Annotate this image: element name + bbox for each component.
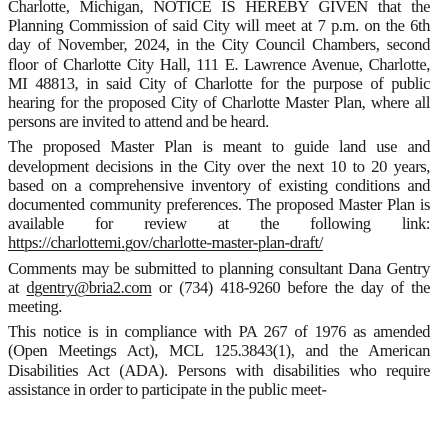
comments-text-before: Comments may be submitted to planning consultant Dana Gentry at bbox=[8, 258, 430, 297]
notice-body bbox=[8, 0, 430, 405]
master-plan-text: The proposed Master Plan is meant to guide land use and development decisions in the City over the next 10 to 20 years, based on a comprehensive inventory of existing conditions and documented community preferences. The proposed Master Plan is available for review at the following link: bbox=[8, 137, 430, 234]
hearing-notice-paragraph: Charlotte, Michigan, NOTICE IS HEREBY GIVEN that the Planning Commission of said City will meet at 7 p.m. on the 6th day of November, 2024, in the City Council Chambers, second floor of Charlotte City Hall, 111 E. Lawrence Avenue, Charlotte, MI 48813, in said City of Charlotte for the purpose of public hearing for the proposed City of Charlotte Master Plan, where all persons are invited to attend and be heard. bbox=[8, 0, 430, 132]
comments-text-after: or (734) 418-9260 before the day of the meeting. bbox=[8, 277, 430, 317]
master-plan-link[interactable]: https://charlottemi.gov/charlotte-master-plan-draft/ bbox=[8, 233, 323, 253]
master-plan-paragraph bbox=[8, 137, 430, 252]
compliance-paragraph: This notice is in compliance with PA 267 of 1976 as amended (Open Meetings Act), MCL 125.3843(1), and the American Disabilities Act (ADA). Persons with disabilities who require assistance in order to participate in the public meet- bbox=[8, 322, 430, 399]
consultant-email-link[interactable]: dgentry@bria2.com bbox=[26, 277, 152, 297]
comments-paragraph bbox=[8, 259, 430, 317]
